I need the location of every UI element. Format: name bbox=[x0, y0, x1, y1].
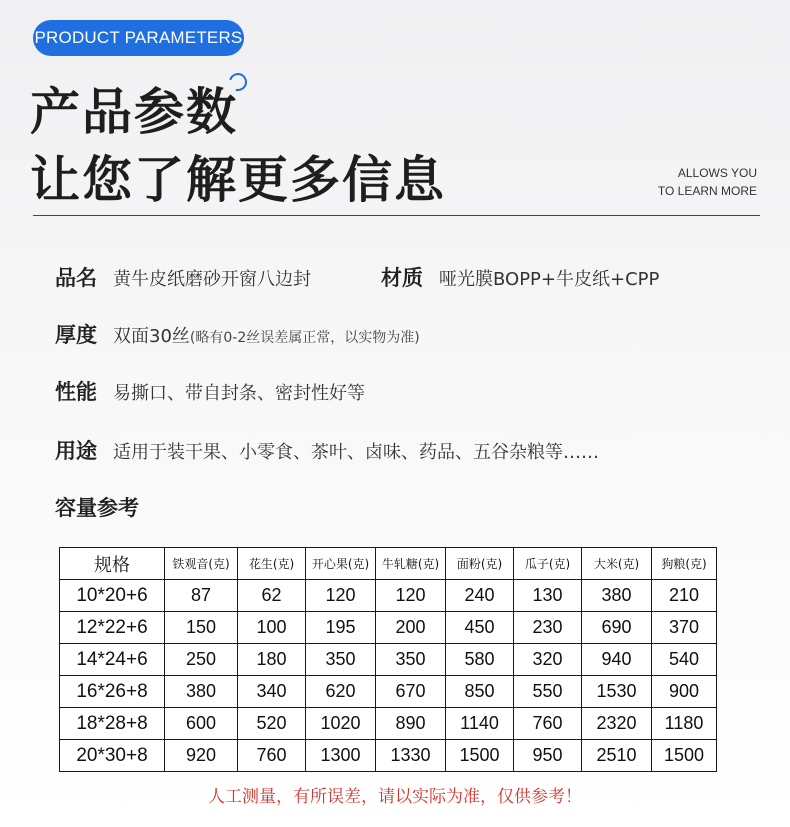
footer-disclaimer: 人工测量，有所误差，请以实际为准，仅供参考！ bbox=[208, 787, 582, 807]
capacity-cell: 900 bbox=[652, 676, 717, 708]
capacity-cell: 130 bbox=[514, 580, 582, 612]
table-row bbox=[60, 708, 717, 740]
capacity-cell: 540 bbox=[652, 644, 717, 676]
table-header-cell: 开心果(克) bbox=[306, 548, 376, 580]
capacity-cell: 2510 bbox=[582, 740, 652, 772]
capacity-cell: 100 bbox=[238, 612, 306, 644]
capacity-cell: 2320 bbox=[582, 708, 652, 740]
thickness-label: 厚度 bbox=[55, 323, 97, 347]
tagline bbox=[658, 164, 757, 200]
capacity-cell: 350 bbox=[376, 644, 446, 676]
capacity-cell: 760 bbox=[238, 740, 306, 772]
name-label: 品名 bbox=[55, 266, 97, 290]
capacity-cell: 670 bbox=[376, 676, 446, 708]
capacity-cell: 760 bbox=[514, 708, 582, 740]
material-value: 哑光膜BOPP+牛皮纸+CPP bbox=[439, 269, 660, 290]
capacity-cell: 370 bbox=[652, 612, 717, 644]
capacity-table bbox=[59, 547, 717, 772]
capacity-cell: 380 bbox=[582, 580, 652, 612]
capacity-cell: 230 bbox=[514, 612, 582, 644]
capacity-cell: 690 bbox=[582, 612, 652, 644]
product-parameters-badge: PRODUCT PARAMETERS bbox=[33, 20, 244, 56]
table-header-cell: 大米(克) bbox=[582, 548, 652, 580]
capacity-cell: 580 bbox=[446, 644, 514, 676]
capacity-cell: 195 bbox=[306, 612, 376, 644]
capacity-cell: 200 bbox=[376, 612, 446, 644]
table-row bbox=[60, 580, 717, 612]
table-row bbox=[60, 612, 717, 644]
capacity-cell: 600 bbox=[165, 708, 238, 740]
size-cell: 18*28+8 bbox=[60, 708, 165, 740]
capacity-cell: 380 bbox=[165, 676, 238, 708]
capacity-cell: 1020 bbox=[306, 708, 376, 740]
capacity-cell: 180 bbox=[238, 644, 306, 676]
capacity-cell: 1330 bbox=[376, 740, 446, 772]
usage-label: 用途 bbox=[55, 439, 97, 463]
capacity-cell: 520 bbox=[238, 708, 306, 740]
capacity-cell: 120 bbox=[306, 580, 376, 612]
table-header-cell: 规格 bbox=[60, 548, 165, 580]
table-row bbox=[60, 644, 717, 676]
capacity-cell: 250 bbox=[165, 644, 238, 676]
capacity-title: 容量参考 bbox=[55, 496, 139, 520]
size-cell: 14*24+6 bbox=[60, 644, 165, 676]
capacity-cell: 950 bbox=[514, 740, 582, 772]
size-cell: 16*26+8 bbox=[60, 676, 165, 708]
capacity-cell: 1300 bbox=[306, 740, 376, 772]
tagline-line-1: ALLOWS YOU bbox=[677, 166, 757, 180]
thickness-note: (略有0-2丝误差属正常，以实物为准) bbox=[189, 330, 420, 346]
capacity-cell: 940 bbox=[582, 644, 652, 676]
size-cell: 12*22+6 bbox=[60, 612, 165, 644]
table-header-cell: 牛轧糖(克) bbox=[376, 548, 446, 580]
table-header-cell: 面粉(克) bbox=[446, 548, 514, 580]
size-cell: 10*20+6 bbox=[60, 580, 165, 612]
capacity-cell: 87 bbox=[165, 580, 238, 612]
capacity-cell: 150 bbox=[165, 612, 238, 644]
usage-value: 适用于装干果、小零食、茶叶、卤味、药品、五谷杂粮等…… bbox=[113, 442, 599, 463]
performance-label: 性能 bbox=[55, 380, 97, 404]
page-subtitle: 让您了解更多信息 bbox=[30, 151, 446, 209]
divider bbox=[33, 215, 760, 216]
table-header-cell: 花生(克) bbox=[238, 548, 306, 580]
capacity-cell: 620 bbox=[306, 676, 376, 708]
capacity-cell: 1140 bbox=[446, 708, 514, 740]
capacity-cell: 890 bbox=[376, 708, 446, 740]
capacity-cell: 1180 bbox=[652, 708, 717, 740]
table-row bbox=[60, 740, 717, 772]
spec-row-performance bbox=[55, 376, 365, 406]
tagline-line-2: TO LEARN MORE bbox=[657, 184, 757, 198]
table-row bbox=[60, 676, 717, 708]
spec-row-usage bbox=[55, 435, 599, 465]
capacity-cell: 550 bbox=[514, 676, 582, 708]
capacity-cell: 120 bbox=[376, 580, 446, 612]
capacity-cell: 850 bbox=[446, 676, 514, 708]
capacity-cell: 350 bbox=[306, 644, 376, 676]
capacity-cell: 1530 bbox=[582, 676, 652, 708]
thickness-value: 双面30丝 bbox=[113, 326, 190, 347]
spec-row-name-material bbox=[55, 262, 659, 292]
size-cell: 20*30+8 bbox=[60, 740, 165, 772]
capacity-cell: 1500 bbox=[446, 740, 514, 772]
capacity-cell: 340 bbox=[238, 676, 306, 708]
table-header-cell: 狗粮(克) bbox=[652, 548, 717, 580]
capacity-cell: 240 bbox=[446, 580, 514, 612]
capacity-cell: 320 bbox=[514, 644, 582, 676]
table-header-cell: 瓜子(克) bbox=[514, 548, 582, 580]
capacity-cell: 62 bbox=[238, 580, 306, 612]
table-header-row bbox=[60, 548, 717, 580]
name-value: 黄牛皮纸磨砂开窗八边封 bbox=[113, 269, 311, 290]
page-title: 产品参数 bbox=[30, 83, 238, 141]
capacity-cell: 450 bbox=[446, 612, 514, 644]
capacity-cell: 1500 bbox=[652, 740, 717, 772]
capacity-cell: 920 bbox=[165, 740, 238, 772]
capacity-cell: 210 bbox=[652, 580, 717, 612]
spec-row-thickness bbox=[55, 319, 420, 349]
performance-value: 易撕口、带自封条、密封性好等 bbox=[113, 383, 365, 404]
table-header-cell: 铁观音(克) bbox=[165, 548, 238, 580]
material-label: 材质 bbox=[381, 266, 423, 290]
